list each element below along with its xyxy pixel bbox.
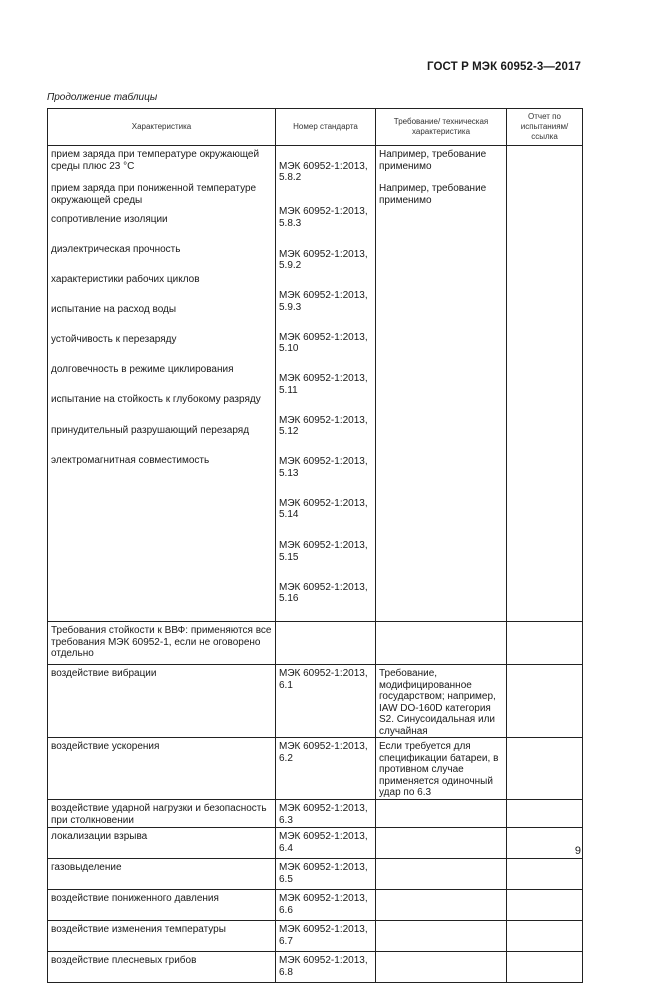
characteristic-text: устойчивость к перезаряду bbox=[51, 334, 177, 345]
table-row bbox=[48, 859, 583, 890]
standard-cell: МЭК 60952-1:2013, 6.4 bbox=[276, 828, 376, 859]
column-header-requirement: Требование/ техническая характеристика bbox=[376, 109, 507, 146]
characteristic-cell: воздействие плесневых грибов bbox=[48, 952, 276, 983]
requirement-cell bbox=[376, 800, 507, 828]
characteristic-text: сопротивление изоляции bbox=[51, 214, 168, 225]
standard-cell bbox=[276, 146, 376, 622]
standard-text: МЭК 60952-1:2013, 5.8.3 bbox=[279, 206, 368, 229]
standard-text: МЭК 60952-1:2013, 5.9.3 bbox=[279, 290, 368, 313]
table-header-row bbox=[48, 109, 583, 146]
requirement-cell bbox=[376, 146, 507, 622]
report-cell bbox=[507, 146, 583, 622]
column-header-standard: Номер стандарта bbox=[276, 109, 376, 146]
table-row bbox=[48, 890, 583, 921]
report-cell bbox=[507, 738, 583, 800]
report-cell bbox=[507, 800, 583, 828]
characteristic-text: принудительный разрушающий перезаряд bbox=[51, 425, 250, 436]
document-header: ГОСТ Р МЭК 60952-3—2017 bbox=[427, 61, 581, 73]
table-row bbox=[48, 952, 583, 983]
standard-cell: МЭК 60952-1:2013, 6.6 bbox=[276, 890, 376, 921]
report-cell bbox=[507, 859, 583, 890]
characteristic-text: испытание на стойкость к глубокому разряду bbox=[51, 394, 261, 405]
table-row bbox=[48, 921, 583, 952]
requirement-text: Например, требование применимо bbox=[379, 149, 487, 172]
standard-text: МЭК 60952-1:2013, 5.15 bbox=[279, 540, 368, 563]
standard-cell: МЭК 60952-1:2013, 6.7 bbox=[276, 921, 376, 952]
page-number: 9 bbox=[574, 845, 581, 857]
section-report-cell bbox=[507, 622, 583, 665]
table-row bbox=[48, 828, 583, 859]
characteristic-text: характеристики рабочих циклов bbox=[51, 274, 200, 285]
table-section-row bbox=[48, 622, 583, 665]
characteristic-text: долговечность в режиме циклирования bbox=[51, 364, 234, 375]
requirement-cell bbox=[376, 890, 507, 921]
characteristic-cell: воздействие изменения температуры bbox=[48, 921, 276, 952]
standard-cell: МЭК 60952-1:2013, 6.5 bbox=[276, 859, 376, 890]
standard-text: МЭК 60952-1:2013, 5.13 bbox=[279, 456, 368, 479]
characteristic-cell: воздействие пониженного давления bbox=[48, 890, 276, 921]
report-cell bbox=[507, 890, 583, 921]
characteristic-cell: локализации взрыва bbox=[48, 828, 276, 859]
standard-text: МЭК 60952-1:2013, 5.14 bbox=[279, 497, 368, 520]
characteristic-cell bbox=[48, 146, 276, 622]
standard-text: МЭК 60952-1:2013, 5.12 bbox=[279, 414, 368, 437]
section-standard-cell bbox=[276, 622, 376, 665]
section-requirement-cell bbox=[376, 622, 507, 665]
standard-cell: МЭК 60952-1:2013, 6.8 bbox=[276, 952, 376, 983]
report-cell bbox=[507, 952, 583, 983]
requirement-cell: Если требуется для спецификации батареи, в противном случае применяется одиночный удар по 6.3 bbox=[376, 738, 507, 800]
table-row bbox=[48, 738, 583, 800]
standard-text: МЭК 60952-1:2013, 5.9.2 bbox=[279, 248, 368, 271]
characteristic-text: диэлектрическая прочность bbox=[51, 244, 181, 255]
standard-cell: МЭК 60952-1:2013, 6.1 bbox=[276, 665, 376, 738]
table-row bbox=[48, 800, 583, 828]
requirement-cell: Требование, модифицированное государством; например, IAW DO-160D категория S2. Синусоидальная или случайная bbox=[376, 665, 507, 738]
requirement-text: Например, требование применимо bbox=[379, 183, 487, 206]
standard-cell: МЭК 60952-1:2013, 6.2 bbox=[276, 738, 376, 800]
standard-text: МЭК 60952-1:2013, 5.8.2 bbox=[279, 160, 368, 183]
table-continuation-label: Продолжение таблицы bbox=[47, 92, 158, 103]
characteristic-text: электромагнитная совместимость bbox=[51, 455, 210, 466]
characteristic-cell: воздействие ускорения bbox=[48, 738, 276, 800]
characteristic-text: прием заряда при пониженной температуре окружающей среды bbox=[51, 183, 257, 206]
requirements-table bbox=[47, 108, 583, 983]
characteristic-cell: воздействие вибрации bbox=[48, 665, 276, 738]
column-header-characteristic: Характеристика bbox=[48, 109, 276, 146]
report-cell bbox=[507, 921, 583, 952]
standard-cell: МЭК 60952-1:2013, 6.3 bbox=[276, 800, 376, 828]
report-cell bbox=[507, 665, 583, 738]
requirement-cell bbox=[376, 859, 507, 890]
characteristic-cell: газовыделение bbox=[48, 859, 276, 890]
characteristic-cell: воздействие ударной нагрузки и безопасность при столкновении bbox=[48, 800, 276, 828]
table-group-block bbox=[48, 146, 583, 622]
requirement-cell bbox=[376, 952, 507, 983]
standard-text: МЭК 60952-1:2013, 5.11 bbox=[279, 373, 368, 396]
characteristic-text: испытание на расход воды bbox=[51, 304, 177, 315]
report-cell bbox=[507, 828, 583, 859]
characteristic-text: прием заряда при температуре окружающей среды плюс 23 °С bbox=[51, 149, 260, 172]
requirement-cell bbox=[376, 828, 507, 859]
column-header-report: Отчет по испытаниям/ ссылка bbox=[507, 109, 583, 146]
standard-text: МЭК 60952-1:2013, 5.10 bbox=[279, 331, 368, 354]
table-row bbox=[48, 665, 583, 738]
standard-text: МЭК 60952-1:2013, 5.16 bbox=[279, 581, 368, 604]
section-characteristic-cell: Требования стойкости к ВВФ: применяются все требования МЭК 60952-1, если не оговорено отдельно bbox=[48, 622, 276, 665]
requirement-cell bbox=[376, 921, 507, 952]
